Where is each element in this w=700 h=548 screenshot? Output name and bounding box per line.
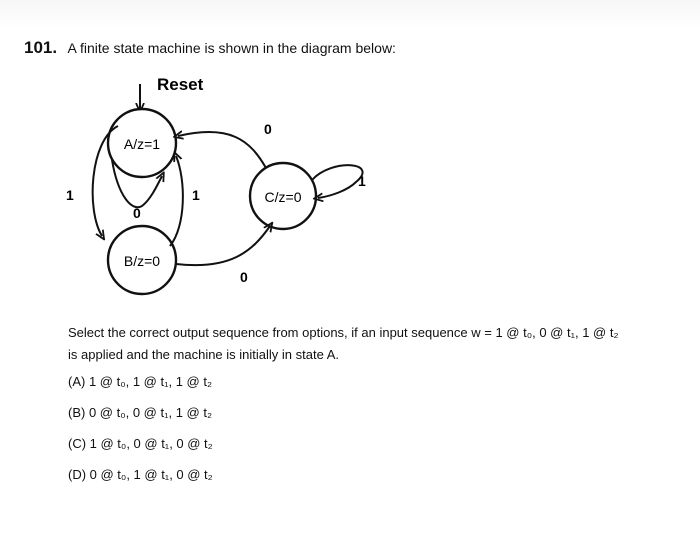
question-intro: A finite state machine is shown in the diagram below: — [67, 40, 396, 56]
edge-c-self-loop-label: 1 — [358, 173, 366, 189]
edge-a-inner-loop-label: 0 — [133, 205, 141, 221]
edge-a-loop-left-label: 1 — [66, 187, 74, 203]
edge-b-to-c-label: 0 — [240, 269, 248, 285]
state-b-label: B/z=0 — [123, 253, 161, 269]
option-a[interactable]: (A) 1 @ t₀, 1 @ t₁, 1 @ t₂ — [68, 374, 213, 389]
reset-label: Reset — [157, 75, 204, 94]
prompt-line-1: Select the correct output sequence from options, if an input sequence w = 1 @ t₀, 0 @ t₁, 1 @ t₂ — [68, 325, 619, 340]
edge-b-to-c — [176, 226, 270, 265]
state-c-label: C/z=0 — [264, 189, 302, 205]
prompt-line-2: is applied and the machine is initially in state A. — [68, 347, 339, 362]
state-a-label: A/z=1 — [123, 136, 161, 152]
edge-b-to-a-label: 1 — [192, 187, 200, 203]
edge-c-self-loop — [312, 165, 363, 198]
edge-b-to-a — [170, 156, 183, 246]
question-prompt — [68, 322, 668, 366]
edge-c-to-a-label: 0 — [264, 121, 272, 137]
option-d[interactable]: (D) 0 @ t₀, 1 @ t₁, 0 @ t₂ — [68, 467, 213, 482]
option-b[interactable]: (B) 0 @ t₀, 0 @ t₁, 1 @ t₂ — [68, 405, 213, 420]
option-c[interactable]: (C) 1 @ t₀, 0 @ t₁, 0 @ t₂ — [68, 436, 213, 451]
edge-c-to-a — [178, 132, 266, 168]
question-number: 101. — [24, 38, 58, 57]
